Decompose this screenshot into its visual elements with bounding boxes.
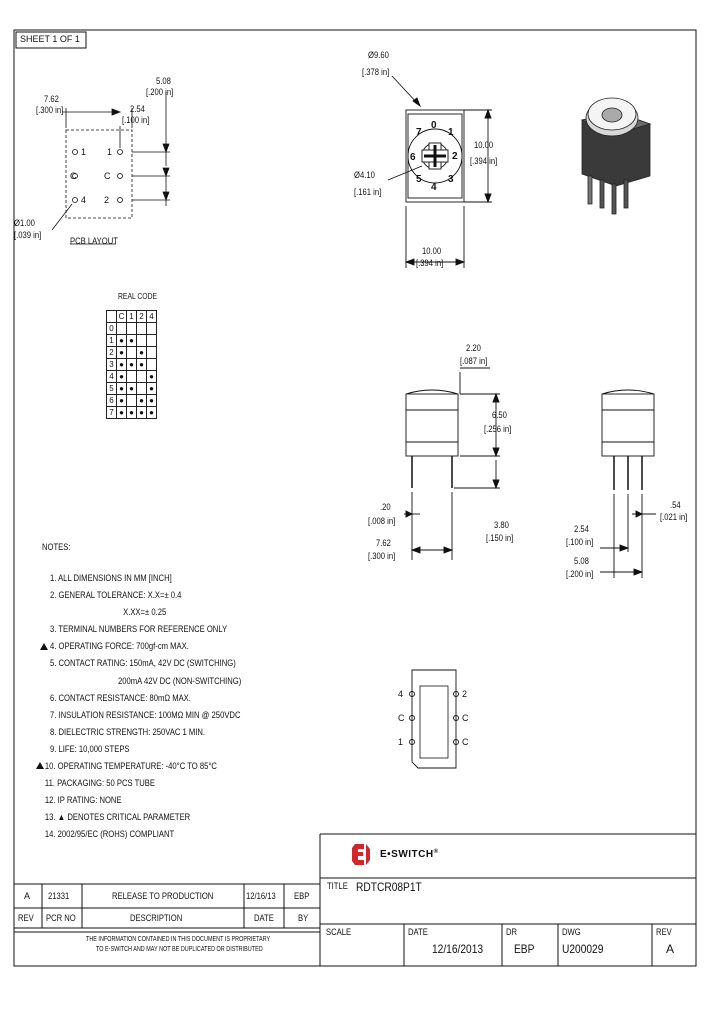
- code-empty: [127, 323, 137, 335]
- code-table-header-cell: 2: [137, 311, 147, 323]
- pcb-pin-left-4: 4: [81, 195, 87, 205]
- top-dim-dia-in: [.378 in]: [362, 67, 390, 77]
- critical-markers: [36, 643, 48, 769]
- bottom-pin-left-1: 4: [398, 689, 404, 699]
- svg-text:1: 1: [448, 127, 454, 138]
- note-6: 6. CONTACT RESISTANCE: 80mΩ MAX.: [50, 692, 191, 703]
- right-dim-254: 2.54: [574, 524, 589, 534]
- brand-reg: ®: [433, 849, 439, 855]
- rev-header-date: DATE: [254, 913, 274, 923]
- proprietary-line-2: TO E-SWITCH AND MAY NOT BE DUPLICATED OR DISTRIBUTED: [96, 946, 263, 953]
- code-table-header-cell: [107, 311, 117, 323]
- code-dot: ●: [147, 371, 157, 383]
- rev-label: REV: [656, 927, 672, 937]
- side-dim-20: .20: [380, 502, 391, 512]
- bottom-pin-right-3: C: [462, 737, 469, 747]
- side-view-drawing: [404, 368, 500, 560]
- note-5b: 200mA 42V DC (NON-SWITCHING): [118, 675, 242, 686]
- rev-cell-desc: RELEASE TO PRODUCTION: [112, 891, 214, 901]
- dwg-value: U200029: [562, 942, 604, 956]
- code-table-row: [107, 383, 157, 395]
- product-render: [582, 98, 650, 214]
- sheet-label: SHEET 1 OF 1: [20, 34, 80, 44]
- code-empty: [147, 359, 157, 371]
- right-view-drawing: [600, 390, 656, 578]
- pcb-layout-title: PCB LAYOUT: [70, 236, 118, 246]
- code-dot: ●: [117, 359, 127, 371]
- side-dim-20-in: [.008 in]: [368, 516, 396, 526]
- code-empty: [117, 323, 127, 335]
- code-table-header-cell: 1: [127, 311, 137, 323]
- note-1: 1. ALL DIMENSIONS IN MM [INCH]: [50, 573, 172, 583]
- side-dim-762: 7.62: [376, 538, 391, 548]
- rev-cell-date: 12/16/13: [246, 891, 276, 901]
- eswitch-logo-icon: [352, 844, 370, 865]
- top-dim-knob: Ø4.10: [354, 170, 375, 180]
- date-value: 12/16/2013: [432, 942, 484, 956]
- code-table-row: [107, 323, 157, 335]
- code-table-header-cell: 4: [147, 311, 157, 323]
- bottom-pin-left-3: 1: [398, 737, 404, 747]
- pcb-dim-254: 2.54: [130, 104, 145, 114]
- side-dim-top-in: [.087 in]: [460, 356, 488, 366]
- code-dot: ●: [117, 407, 127, 419]
- svg-text:7: 7: [416, 127, 422, 138]
- pcb-layout-drawing: [52, 92, 170, 244]
- svg-text:5: 5: [416, 174, 422, 185]
- code-empty: [127, 395, 137, 407]
- code-table-position: 0: [107, 323, 117, 335]
- code-empty: [137, 371, 147, 383]
- note-5: 5. CONTACT RATING: 150mA, 42V DC (SWITCHING): [50, 658, 236, 669]
- bottom-view-drawing: [410, 670, 459, 768]
- code-dot: ●: [127, 407, 137, 419]
- code-table-position: 4: [107, 371, 117, 383]
- note-7: 7. INSULATION RESISTANCE: 100MΩ MIN @ 250VDC: [50, 709, 241, 720]
- pcb-dim-508-in: [.200 in]: [146, 87, 174, 97]
- pcb-pin-right-c: C: [104, 171, 111, 181]
- right-dim-254-in: [.100 in]: [566, 537, 594, 547]
- code-empty: [127, 347, 137, 359]
- code-dot: ●: [147, 407, 157, 419]
- code-dot: ●: [117, 395, 127, 407]
- side-dim-top: 2.20: [466, 343, 481, 353]
- top-view-drawing: [388, 76, 492, 268]
- note-14: 14. 2002/95/EC (ROHS) COMPLIANT: [44, 829, 175, 840]
- dr-label: DR: [506, 927, 518, 937]
- code-table: [106, 310, 157, 419]
- code-dot: ●: [137, 359, 147, 371]
- right-dim-508-in: [.200 in]: [566, 569, 594, 579]
- notes-list: [44, 570, 242, 844]
- code-dot: ●: [117, 347, 127, 359]
- rev-value: A: [666, 942, 675, 956]
- bottom-pin-left-2: C: [398, 713, 405, 723]
- title-label: TITLE: [327, 881, 348, 891]
- svg-text:3: 3: [448, 174, 454, 185]
- rev-header-rev: REV: [18, 913, 34, 923]
- rev-header-pcr: PCR NO: [46, 913, 76, 923]
- brand-name: [380, 849, 439, 860]
- bottom-pin-right-2: C: [462, 713, 469, 723]
- pcb-dim-508: 5.08: [156, 76, 171, 86]
- code-dot: ●: [147, 395, 157, 407]
- title-value: RDTCR08P1T: [356, 880, 422, 894]
- note-3: 3. TERMINAL NUMBERS FOR REFERENCE ONLY: [50, 624, 228, 635]
- rev-cell-pcr: 21331: [48, 891, 70, 901]
- code-dot: ●: [127, 383, 137, 395]
- code-dot: ●: [117, 335, 127, 347]
- top-dim-width-in: [.394 in]: [416, 258, 444, 268]
- code-table-title: REAL CODE: [118, 292, 158, 301]
- svg-text:4: 4: [431, 182, 437, 193]
- code-empty: [137, 323, 147, 335]
- code-table-position: 2: [107, 347, 117, 359]
- top-dim-height-in: [.394 in]: [470, 156, 498, 166]
- pcb-dim-hole-in: [.039 in]: [14, 230, 42, 240]
- code-empty: [147, 335, 157, 347]
- svg-text:6: 6: [410, 152, 416, 163]
- code-dot: ●: [127, 359, 137, 371]
- pcb-dim-outer-in: [.300 in]: [36, 105, 64, 115]
- note-12: 12. IP RATING: NONE: [44, 795, 122, 806]
- code-table-header-cell: C: [117, 311, 127, 323]
- code-table-row: [107, 371, 157, 383]
- pcb-pin-left-c: C: [70, 171, 77, 181]
- pcb-dim-hole: Ø1.00: [14, 218, 35, 228]
- code-table-row: [107, 335, 157, 347]
- code-dot: ●: [127, 335, 137, 347]
- note-4: 4. OPERATING FORCE: 700gf-cm MAX.: [50, 641, 189, 652]
- code-table-position: 6: [107, 395, 117, 407]
- code-table-position: 1: [107, 335, 117, 347]
- top-dim-dia: Ø9.60: [368, 50, 389, 60]
- right-dim-54: .54: [670, 500, 681, 510]
- code-dot: ●: [137, 407, 147, 419]
- side-dim-body: 6.50: [492, 410, 507, 420]
- svg-text:0: 0: [431, 120, 437, 131]
- side-dim-body-in: [.256 in]: [484, 424, 512, 434]
- code-table-row: [107, 347, 157, 359]
- right-dim-508: 5.08: [574, 556, 589, 566]
- note-2: 2. GENERAL TOLERANCE: X.X=± 0.4: [50, 590, 182, 601]
- note-11: 11. PACKAGING: 50 PCS TUBE: [44, 778, 156, 789]
- side-dim-380: 3.80: [494, 520, 509, 530]
- rev-cell-rev: A: [24, 891, 31, 901]
- code-empty: [147, 347, 157, 359]
- code-table-position: 3: [107, 359, 117, 371]
- svg-text:2: 2: [452, 151, 458, 162]
- pcb-dim-outer: 7.62: [44, 94, 59, 104]
- date-label: DATE: [408, 927, 428, 937]
- note-2b: X.XX=± 0.25: [123, 607, 167, 618]
- code-empty: [137, 335, 147, 347]
- code-dot: ●: [117, 383, 127, 395]
- rev-cell-by: EBP: [294, 891, 310, 901]
- note-13: 13. ▲ DENOTES CRITICAL PARAMETER: [44, 812, 191, 823]
- code-table-row: [107, 407, 157, 419]
- top-dim-height: 10.00: [474, 140, 494, 150]
- side-dim-380-in: [.150 in]: [486, 533, 514, 543]
- right-dim-54-in: [.021 in]: [660, 512, 688, 522]
- pcb-dim-254-in: [.100 in]: [122, 115, 150, 125]
- code-dot: ●: [137, 395, 147, 407]
- code-table-position: 5: [107, 383, 117, 395]
- note-10: 10. OPERATING TEMPERATURE: -40°C TO 85°C: [44, 761, 217, 772]
- code-empty: [127, 371, 137, 383]
- code-table-row: [107, 359, 157, 371]
- rev-header-by: BY: [298, 913, 309, 923]
- dr-value: EBP: [514, 942, 535, 956]
- scale-label: SCALE: [326, 927, 352, 937]
- bottom-pin-right-1: 2: [462, 689, 468, 699]
- code-table-position: 7: [107, 407, 117, 419]
- note-9: 9. LIFE: 10,000 STEPS: [50, 743, 130, 754]
- side-dim-762-in: [.300 in]: [368, 551, 396, 561]
- pcb-pin-right-1: 1: [107, 147, 113, 157]
- code-dot: ●: [117, 371, 127, 383]
- dwg-label: DWG: [562, 927, 581, 937]
- code-empty: [137, 383, 147, 395]
- top-dim-knob-in: [.161 in]: [354, 187, 382, 197]
- rev-header-desc: DESCRIPTION: [130, 913, 183, 923]
- brand-text: E•SWITCH: [380, 849, 434, 860]
- note-8: 8. DIELECTRIC STRENGTH: 250VAC 1 MIN.: [50, 726, 206, 737]
- pcb-pin-right-2: 2: [104, 195, 110, 205]
- code-dot: ●: [147, 383, 157, 395]
- notes-header: NOTES:: [42, 542, 71, 552]
- code-dot: ●: [137, 347, 147, 359]
- code-empty: [147, 323, 157, 335]
- proprietary-line-1: THE INFORMATION CONTAINED IN THIS DOCUMENT IS PROPRIETARY: [86, 936, 271, 943]
- pcb-pin-left-1: 1: [81, 147, 87, 157]
- code-table-header-row: [107, 311, 157, 323]
- top-dim-width: 10.00: [422, 246, 442, 256]
- code-table-row: [107, 395, 157, 407]
